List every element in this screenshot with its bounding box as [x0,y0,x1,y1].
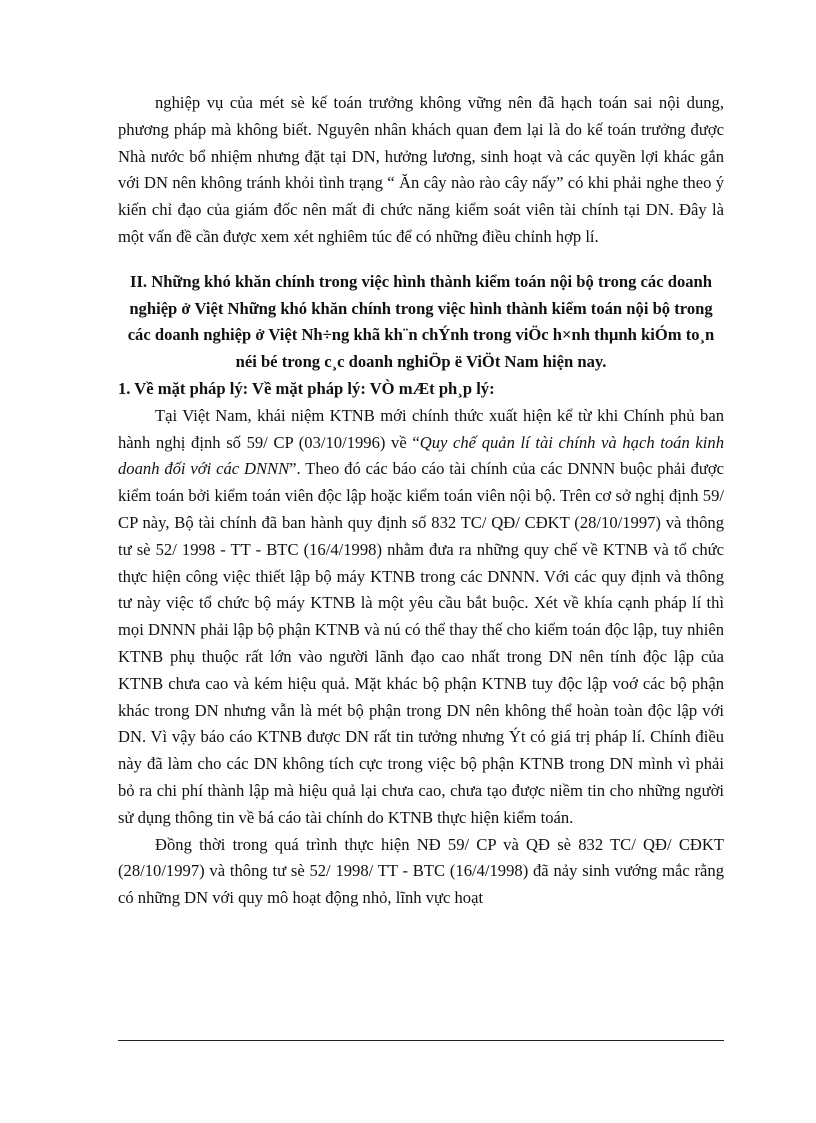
footer-rule [118,1040,724,1041]
paragraph-accountant-issues: nghiệp vụ của mét sè kế toán trưởng không vững nên đã hạch toán sai nội dung, phương pháp mà không biết. Nguyên nhân khách quan đem lại là do kế toán trưởng được Nhà nước bổ nhiệm nhưng đặt tại DN, hưởng lương, sinh hoạt và các quyền lợi khác gắn với DN nên không tránh khỏi tình trạng “ Ăn cây nào rào cây nấy” có khi phải nghe theo ý kiến chỉ đạo của giám đốc nên mất đi chức năng kiểm soát viên tài chính tại DN. Đây là một vấn đề cần được xem xét nghiêm túc để có những điều chỉnh hợp lí. [118,93,724,246]
paragraph-legal-framework-text-a: Tại Việt Nam, khái niệm KTNB mới chính thức xuất hiện kể từ khi Chính phủ ban hành nghị định số 59/ CP (03/10/1996) về “ [118,405,724,452]
section-heading: II. Những khó khăn chính trong việc hình thành kiểm toán nội bộ trong các doanh nghiệp ở Việt Những khó khăn chính trong việc hình thành kiểm toán nội bộ trong các doanh nghiệp ở Việt Nh÷ng khã kh¨n chÝnh trong viÖc h×nh thµnh kiÓm to¸n néi bé trong c¸c doanh nghiÖp ë ViÖt Nam hiện nay. [127,271,715,372]
document-page [118,90,724,912]
subsection-heading-legal: 1. Về mặt pháp lý: Về mặt pháp lý: VÒ mÆt ph¸p lý: [118,378,495,398]
paragraph-legal-framework-text-b: ”. Theo đó các báo cáo tài chính của các DNNN buộc phải được kiểm toán bởi kiểm toán viên độc lập hoặc kiểm toán viên nội bộ. Trên cơ sở nghị định 59/ CP này, Bộ tài chính đã ban hành quy định số 832 TC/ QĐ/ CĐKT (28/10/1997) và thông tư sè 52/ 1998 - TT - BTC (16/4/1998) nhằm đưa ra những quy chế về KTNB và tổ chức thực hiện công việc thiết lập bộ máy KTNB trong các DNNN. Với các quy định và thông tư này việc tổ chức bộ máy KTNB là một yêu cầu bắt buộc. Xét về khía cạnh pháp lí thì mọi DNNN phải lập bộ phận KTNB và nú có thể thay thế cho kiểm toán độc lập, tuy nhiên KTNB phụ thuộc rất lớn vào người lãnh đạo cao nhất trong DN nên tính độc lập của KTNB chưa cao và kém hiệu quả. Mặt khác bộ phận KTNB tuy độc lập voớ các bộ phận khác trong DN nhưng vẫn là mét bộ phận trong DN nên không thể hoàn toàn độc lập với DN. Vì vậy báo cáo KTNB được DN rất tin tưởng nhưng Ýt có giá trị pháp lí. Chính điều này đã làm cho các DN không tích cực trong việc bộ phận KTNB trong DN mình vì phải bỏ ra chi phí thành lập mà hiệu quả lại chưa cao, chưa tạo được niềm tin cho những người sử dụng thông tin về bá cáo tài chính do KTNB thực hiện kiểm toán. [118,459,724,827]
paragraph-legal-framework [118,403,724,832]
decree-title-italic: Quy chế quản lí tài chính và hạch toán kinh doanh đối với các DNNN [118,432,724,479]
paragraph-implementation: Đồng thời trong quá trình thực hiện NĐ 59/ CP và QĐ sè 832 TC/ QĐ/ CĐKT (28/10/1997) và thông tư sè 52/ 1998/ TT - BTC (16/4/1998) đã nảy sinh vướng mắc rằng có những DN với quy mô hoạt động nhỏ, lĩnh vực hoạt [118,834,724,908]
